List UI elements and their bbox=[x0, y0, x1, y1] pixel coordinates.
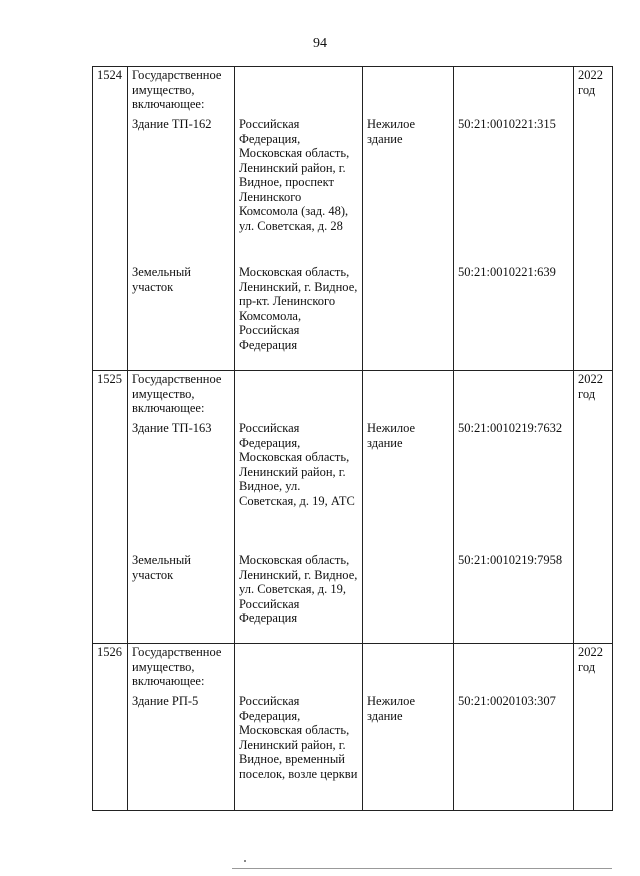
item-address: Российская Федерация, Московская область, Ленинский район, г. Видное, проспект Ленинского Комсомола (зад. 48), ул. Советская, д. 28 bbox=[239, 117, 350, 233]
name-cell bbox=[128, 371, 235, 644]
cadastral-number: 50:21:0010219:7632 bbox=[458, 421, 563, 435]
footer-divider bbox=[232, 868, 612, 869]
type-cell bbox=[363, 67, 454, 371]
table-row bbox=[93, 644, 613, 811]
type-cell bbox=[363, 644, 454, 811]
item-type: Нежилое здание bbox=[367, 117, 416, 146]
type-cell bbox=[363, 371, 454, 644]
row-number: 1524 bbox=[97, 68, 122, 82]
item-address: Московская область, Ленинский, г. Видное, пр-кт. Ленинского Комсомола, Российская Федерация bbox=[239, 265, 358, 352]
row-number-cell bbox=[93, 67, 128, 371]
item-name: Здание ТП-162 bbox=[132, 117, 212, 131]
property-registry-table bbox=[92, 66, 613, 811]
group-title: Государственное имущество, включающее: bbox=[132, 645, 222, 688]
item-name: Земельный участок bbox=[132, 553, 191, 582]
table-row bbox=[93, 67, 613, 371]
year-cell bbox=[574, 644, 613, 811]
group-title: Государственное имущество, включающее: bbox=[132, 68, 222, 111]
page-number: 94 bbox=[313, 36, 327, 51]
year: 2022 год bbox=[578, 68, 603, 97]
address-cell bbox=[235, 644, 363, 811]
year: 2022 год bbox=[578, 645, 603, 674]
name-cell bbox=[128, 644, 235, 811]
row-number: 1526 bbox=[97, 645, 122, 659]
group-title: Государственное имущество, включающее: bbox=[132, 372, 222, 415]
item-type: Нежилое здание bbox=[367, 421, 416, 450]
scan-mark bbox=[244, 860, 246, 862]
cadastral-cell bbox=[454, 644, 574, 811]
row-number-cell bbox=[93, 644, 128, 811]
cadastral-number: 50:21:0020103:307 bbox=[458, 694, 556, 708]
item-name: Здание ТП-163 bbox=[132, 421, 212, 435]
item-address: Российская Федерация, Московская область, Ленинский район, г. Видное, ул. Советская, д. 19, АТС bbox=[239, 421, 355, 508]
item-address: Российская Федерация, Московская область, Ленинский район, г. Видное, временный поселок, возле церкви bbox=[239, 694, 358, 781]
year: 2022 год bbox=[578, 372, 603, 401]
address-cell bbox=[235, 371, 363, 644]
row-number: 1525 bbox=[97, 372, 122, 386]
address-cell bbox=[235, 67, 363, 371]
item-name: Здание РП-5 bbox=[132, 694, 199, 708]
item-address: Московская область, Ленинский, г. Видное, ул. Советская, д. 19, Российская Федерация bbox=[239, 553, 358, 625]
table-row bbox=[93, 371, 613, 644]
name-cell bbox=[128, 67, 235, 371]
cadastral-cell bbox=[454, 67, 574, 371]
cadastral-number: 50:21:0010221:315 bbox=[458, 117, 556, 131]
cadastral-number: 50:21:0010219:7958 bbox=[458, 553, 563, 567]
year-cell bbox=[574, 371, 613, 644]
item-type: Нежилое здание bbox=[367, 694, 416, 723]
cadastral-number: 50:21:0010221:639 bbox=[458, 265, 556, 279]
cadastral-cell bbox=[454, 371, 574, 644]
item-name: Земельный участок bbox=[132, 265, 191, 294]
year-cell bbox=[574, 67, 613, 371]
row-number-cell bbox=[93, 371, 128, 644]
